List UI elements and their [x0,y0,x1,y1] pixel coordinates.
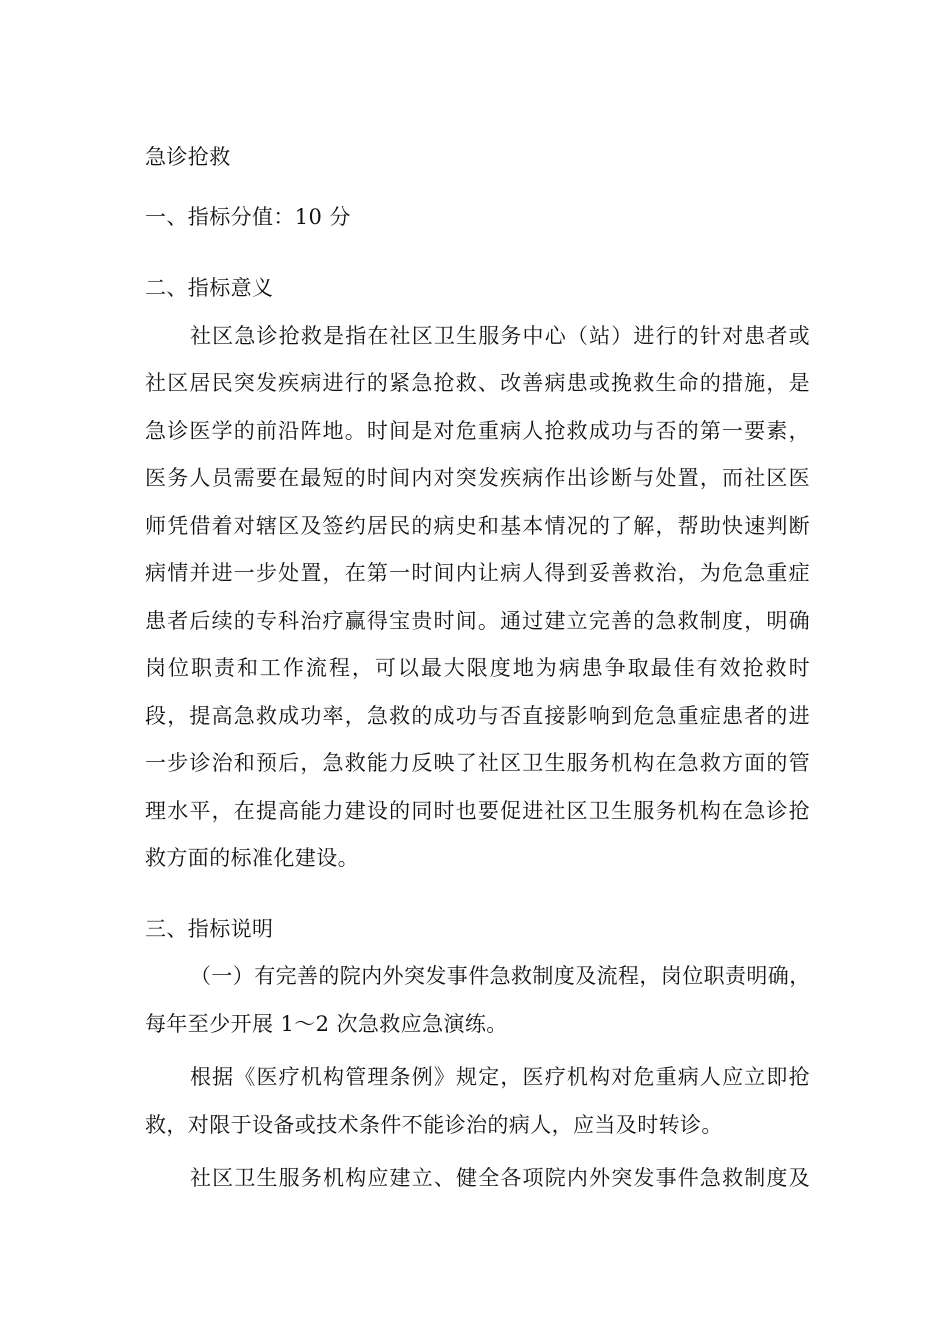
paragraph-line: 救，对限于设备或技术条件不能诊治的病人，应当及时转诊。 [145,1113,723,1137]
paragraph-line: 患者后续的专科治疗赢得宝贵时间。通过建立完善的急救制度，明确 [145,609,810,633]
paragraph-line: 一步诊治和预后，急救能力反映了社区卫生服务机构在急救方面的管 [145,751,810,775]
paragraph-line: 社区居民突发疾病进行的紧急抢救、改善病患或挽救生命的措施，是 [145,371,810,395]
paragraph-line: （一）有完善的院内外突发事件急救制度及流程，岗位职责明确， [190,964,811,988]
paragraph-line: 岗位职责和工作流程，可以最大限度地为病患争取最佳有效抢救时 [145,656,810,680]
paragraph-line: 根据《医疗机构管理条例》规定，医疗机构对危重病人应立即抢 [190,1065,810,1089]
paragraph-line: 救方面的标准化建设。 [145,846,359,870]
paragraph-line: 段，提高急救成功率，急救的成功与否直接影响到危急重症患者的进 [145,704,810,728]
paragraph-line: 医务人员需要在最短的时间内对突发疾病作出诊断与处置，而社区医 [145,466,810,490]
section-heading-significance: 二、指标意义 [145,276,274,300]
paragraph-line: 社区急诊抢救是指在社区卫生服务中心（站）进行的针对患者或 [190,324,810,348]
section-heading-description: 三、指标说明 [145,917,274,941]
paragraph-line: 理水平，在提高能力建设的同时也要促进社区卫生服务机构在急诊抢 [145,799,810,823]
paragraph-line: 师凭借着对辖区及签约居民的病史和基本情况的了解，帮助快速判断 [145,514,810,538]
document-title: 急诊抢救 [145,145,231,169]
paragraph-line: 社区卫生服务机构应建立、健全各项院内外突发事件急救制度及 [190,1166,810,1190]
paragraph-line: 急诊医学的前沿阵地。时间是对危重病人抢救成功与否的第一要素， [145,419,810,443]
paragraph-line: 病情并进一步处置，在第一时间内让病人得到妥善救治，为危急重症 [145,561,810,585]
section-heading-score: 一、指标分值：10 分 [145,205,351,229]
paragraph-line: 每年至少开展 1～2 次急救应急演练。 [145,1012,508,1036]
